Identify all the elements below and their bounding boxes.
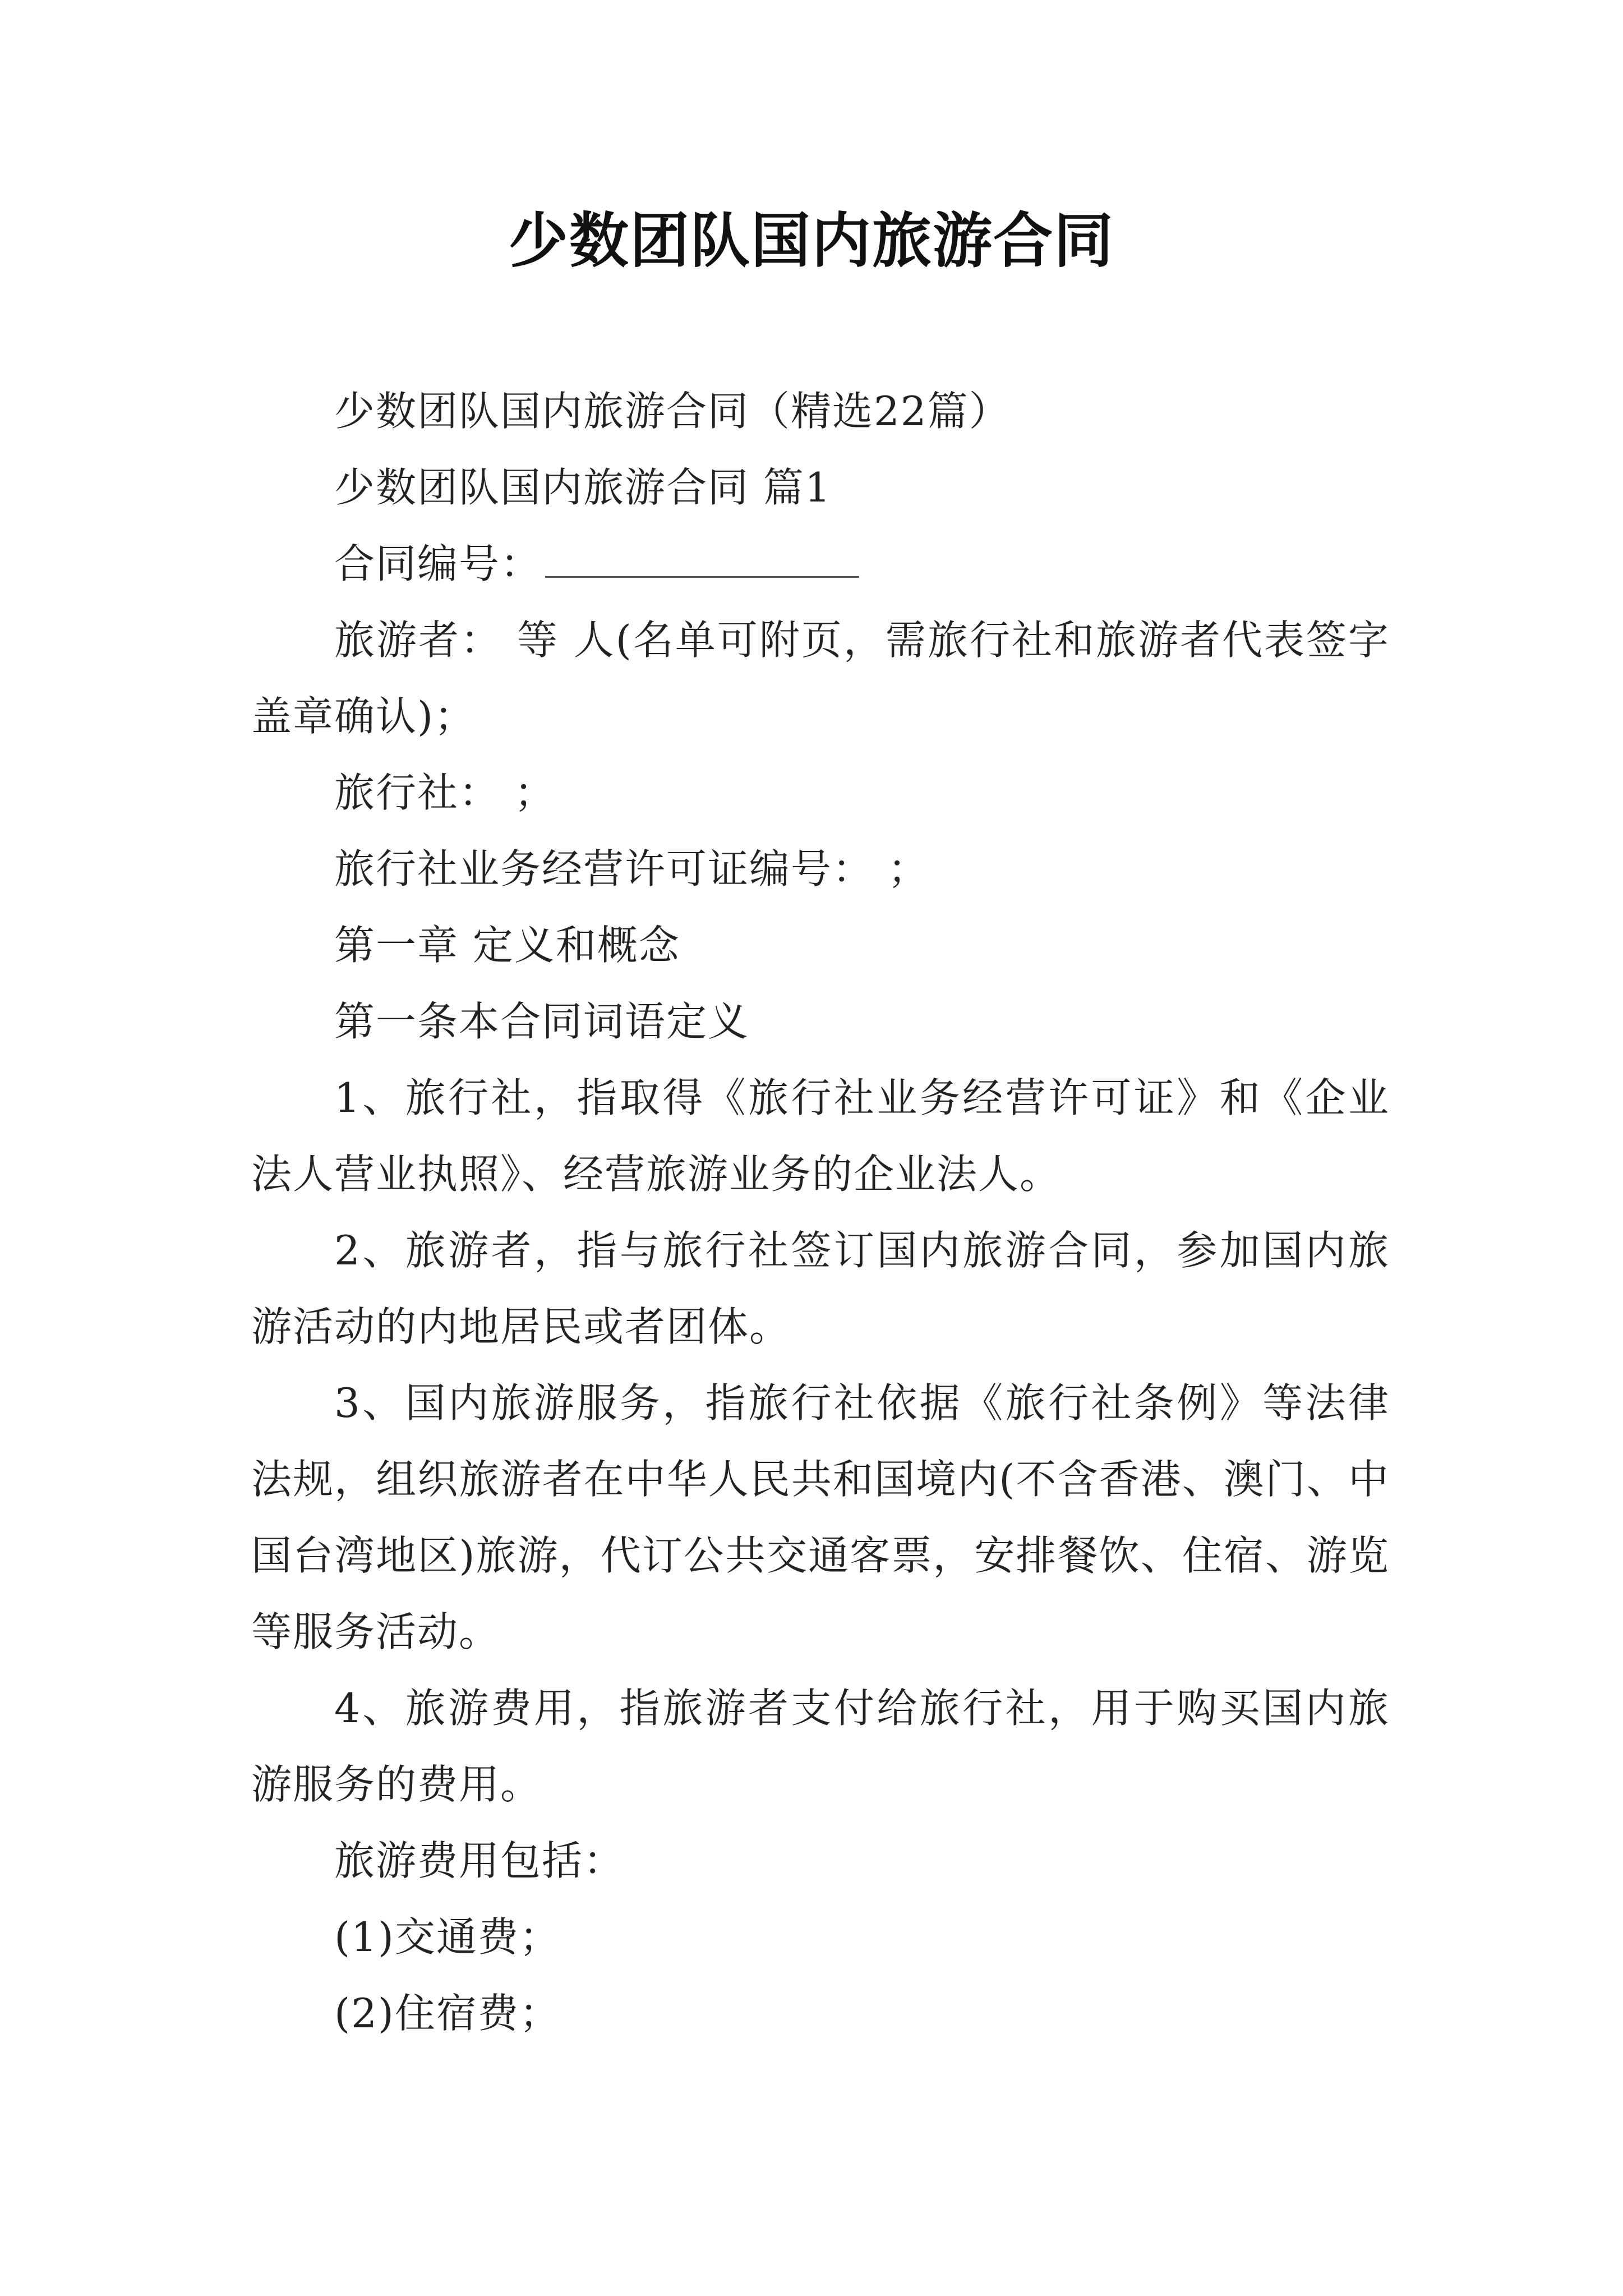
paragraph-chapter-1: 第一章 定义和概念 xyxy=(334,922,680,969)
contract-number-blank xyxy=(545,537,859,578)
paragraph-fee-item-2: (2)住宿费； xyxy=(334,1990,561,2037)
document-title: 少数团队国内旅游合同 xyxy=(509,206,1114,275)
paragraph-definition-1: 1、旅行社，指取得《旅行社业务经营许可证》和《企业法人营业执照》、经营旅游业务的企业法人。 xyxy=(251,1074,1390,1198)
paragraph-definition-2: 2、旅游者，指与旅行社签订国内旅游合同，参加国内旅游活动的内地居民或者团体。 xyxy=(251,1227,1390,1350)
paragraph-fees-include: 旅游费用包括： xyxy=(334,1837,625,1884)
paragraph-definition-3: 3、国内旅游服务，指旅行社依据《旅行社条例》等法律法规，组织旅游者在中华人民共和国境内(不含香港、澳门、中国台湾地区)旅游，代订公共交通客票，安排餐饮、住宿、游览等服务活动。 xyxy=(251,1379,1390,1655)
paragraph-license-number: 旅行社业务经营许可证编号： ； xyxy=(334,845,929,892)
paragraph-article-1: 第一条本合同词语定义 xyxy=(334,998,750,1045)
paragraph-section-heading: 少数团队国内旅游合同 篇1 xyxy=(334,464,832,511)
document-body xyxy=(251,373,1390,2051)
paragraph-fee-item-1: (1)交通费； xyxy=(334,1913,561,1961)
contract-number-label: 合同编号： xyxy=(334,540,542,587)
paragraph-tourist: 旅游者： 等 人(名单可附页，需旅行社和旅游者代表签字盖章确认)； xyxy=(251,616,1390,740)
paragraph-definition-4: 4、旅游费用，指旅游者支付给旅行社，用于购买国内旅游服务的费用。 xyxy=(251,1685,1390,1808)
paragraph-travel-agency: 旅行社： ； xyxy=(334,769,556,816)
paragraph-subtitle: 少数团队国内旅游合同（精选22篇） xyxy=(334,388,1011,435)
paragraph-contract-number xyxy=(251,526,1390,602)
